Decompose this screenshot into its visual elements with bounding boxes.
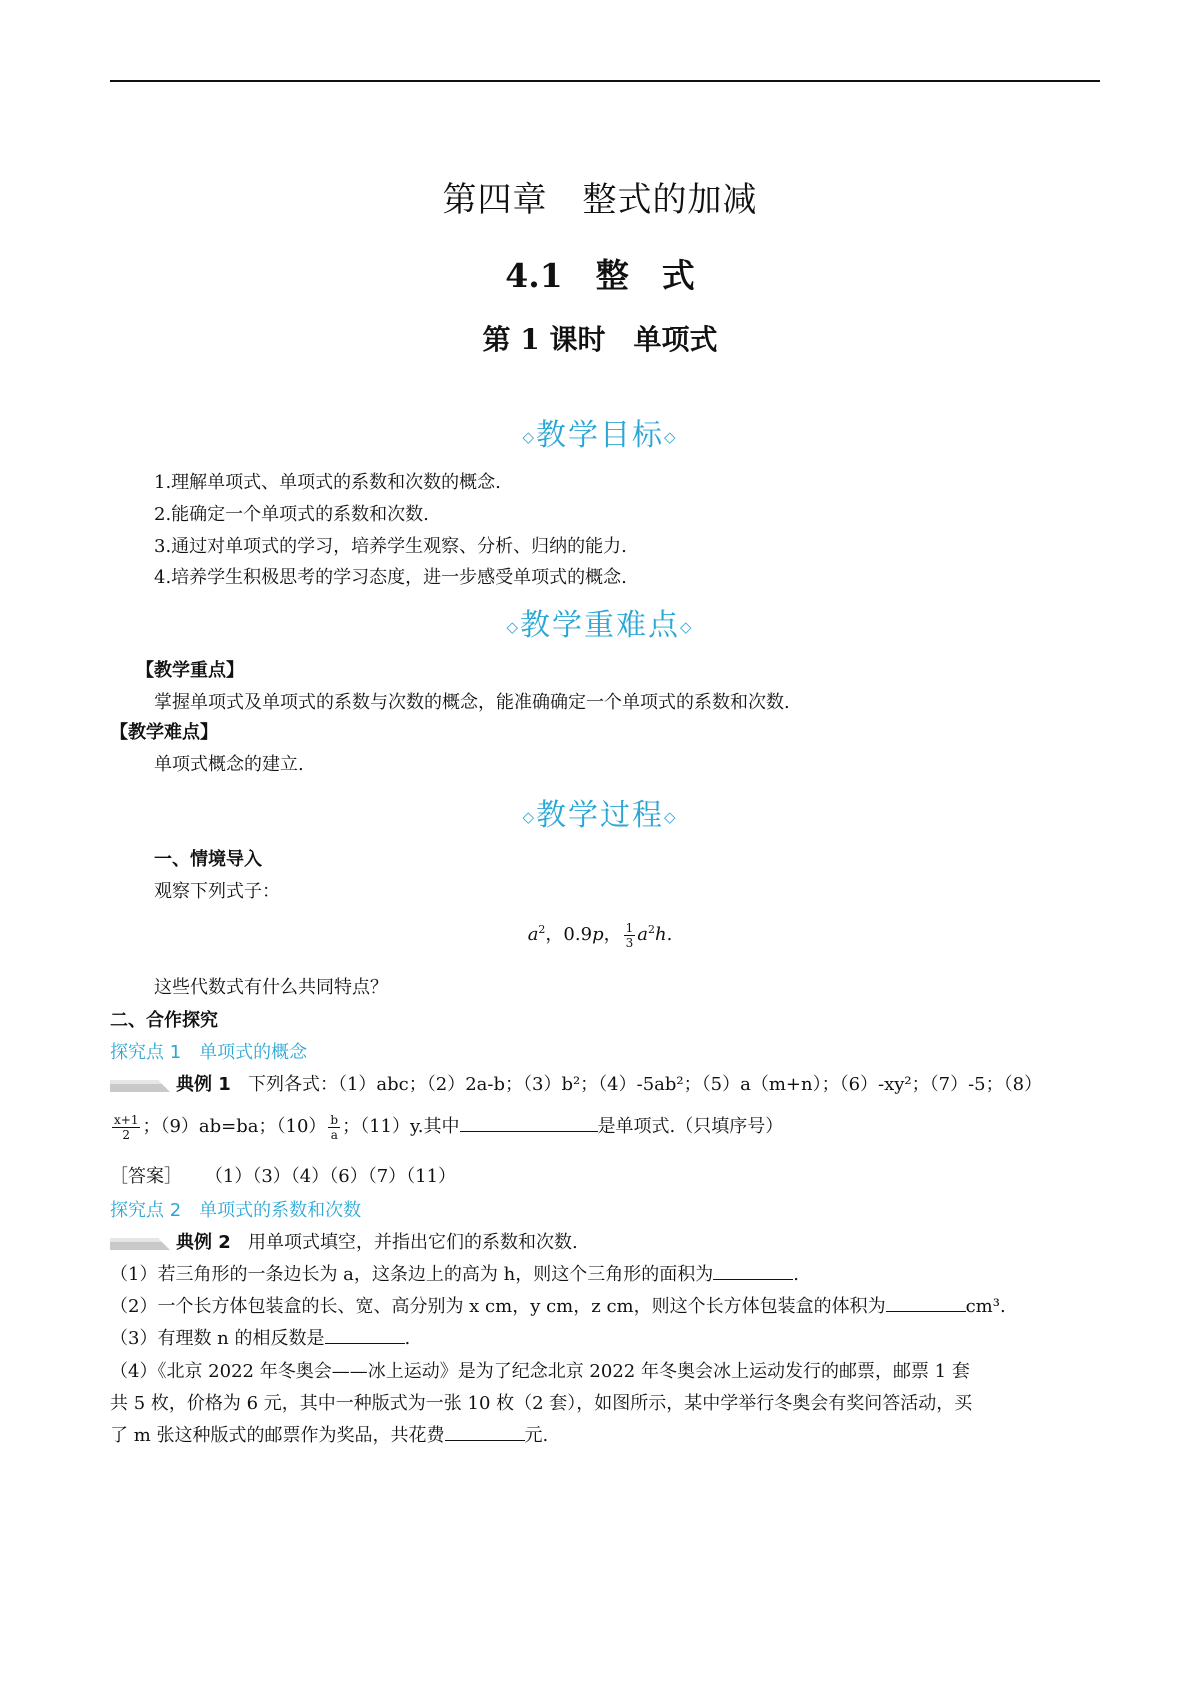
section-title: 4.1 整 式	[505, 256, 695, 295]
example-1-line2: $\frac{x+1}{2}$ ；（9）ab=ba；（10） $\frac{b}{a}$ ；（11）y.其中 是单项式.（只填序号）	[114, 1112, 784, 1142]
difficulty-text: 单项式概念的建立.	[154, 754, 304, 775]
example-2-q4-line3: 了 m 张这种版式的邮票作为奖品，共花费 元.	[110, 1421, 548, 1447]
banner-key-points: ◇教学重难点◇	[506, 608, 694, 643]
focus-heading: 【教学重点】	[136, 660, 244, 681]
fraction: $\frac{1}{3}$	[625, 920, 634, 950]
answer-blank[interactable]	[886, 1293, 966, 1312]
goal-item: 1.理解单项式、单项式的系数和次数的概念.	[154, 472, 501, 493]
inquiry-point-1: 探究点 1 单项式的概念	[110, 1042, 308, 1063]
example-2-q1: （1）若三角形的一条边长为 a，这条边上的高为 h，则这个三角形的面积为 .	[110, 1260, 799, 1286]
inquiry-point-2: 探究点 2 单项式的系数和次数	[110, 1200, 362, 1221]
banner-process: ◇教学过程◇	[522, 798, 678, 833]
example-2-q2: （2）一个长方体包装盒的长、宽、高分别为 x cm，y cm，z cm，则这个长方体包装盒的体积为 cm³.	[110, 1292, 1006, 1318]
diamond-icon: ◇	[522, 428, 536, 446]
example-1-line1: 典例 1 下列各式：（1）abc；（2）2a-b；（3）b²；（4）-5ab²；（5）a（m+n）；（6）-xy²；（7）-5；（8）	[110, 1070, 1042, 1096]
goal-item: 2.能确定一个单项式的系数和次数.	[154, 504, 429, 525]
intro-formula: $a^2$，0.9p， $\frac{1}{3}$ $a^2h$.	[527, 920, 673, 950]
example-2-q3: （3）有理数 n 的相反数是 .	[110, 1324, 410, 1350]
example-2-intro: 典例 2 用单项式填空，并指出它们的系数和次数.	[110, 1228, 578, 1254]
answer-blank[interactable]	[713, 1261, 793, 1280]
part1-heading: 一、情境导入	[154, 849, 262, 870]
example-tab-icon	[110, 1234, 172, 1252]
answer-line: ［答案］ （1）（3）（4）（6）（7）（11）	[110, 1166, 457, 1187]
question-text: 这些代数式有什么共同特点？	[154, 977, 388, 998]
example-tab-icon	[110, 1076, 172, 1094]
focus-text: 掌握单项式及单项式的系数与次数的概念，能准确确定一个单项式的系数和次数.	[154, 692, 790, 713]
fraction: $\frac{x+1}{2}$	[114, 1112, 139, 1142]
header-rule	[110, 80, 1100, 82]
lesson-title: 第 1 课时 单项式	[482, 323, 718, 356]
difficulty-heading: 【教学难点】	[110, 722, 218, 743]
diamond-icon: ◇	[522, 808, 536, 826]
diamond-icon: ◇	[664, 428, 678, 446]
banner-goals: ◇教学目标◇	[522, 418, 678, 453]
goal-item: 4.培养学生积极思考的学习态度，进一步感受单项式的概念.	[154, 567, 627, 588]
diamond-icon: ◇	[664, 808, 678, 826]
example-2-q4-line1: （4）《北京 2022 年冬奥会——冰上运动》是为了纪念北京 2022 年冬奥会冰上运动发行的邮票，邮票 1 套	[110, 1361, 970, 1382]
goal-item: 3.通过对单项式的学习，培养学生观察、分析、归纳的能力.	[154, 536, 627, 557]
diamond-icon: ◇	[680, 618, 694, 636]
example-2-q4-line2: 共 5 枚，价格为 6 元，其中一种版式为一张 10 枚（2 套），如图所示，某中学举行冬奥会有奖问答活动，买	[110, 1393, 973, 1414]
chapter-title: 第四章 整式的加减	[442, 180, 758, 220]
fraction: $\frac{b}{a}$	[330, 1112, 339, 1142]
answer-blank[interactable]	[325, 1325, 405, 1344]
answer-blank[interactable]	[460, 1113, 598, 1132]
observe-text: 观察下列式子：	[154, 881, 280, 902]
answer-blank[interactable]	[445, 1422, 525, 1441]
diamond-icon: ◇	[506, 618, 520, 636]
part2-heading: 二、合作探究	[110, 1010, 218, 1031]
